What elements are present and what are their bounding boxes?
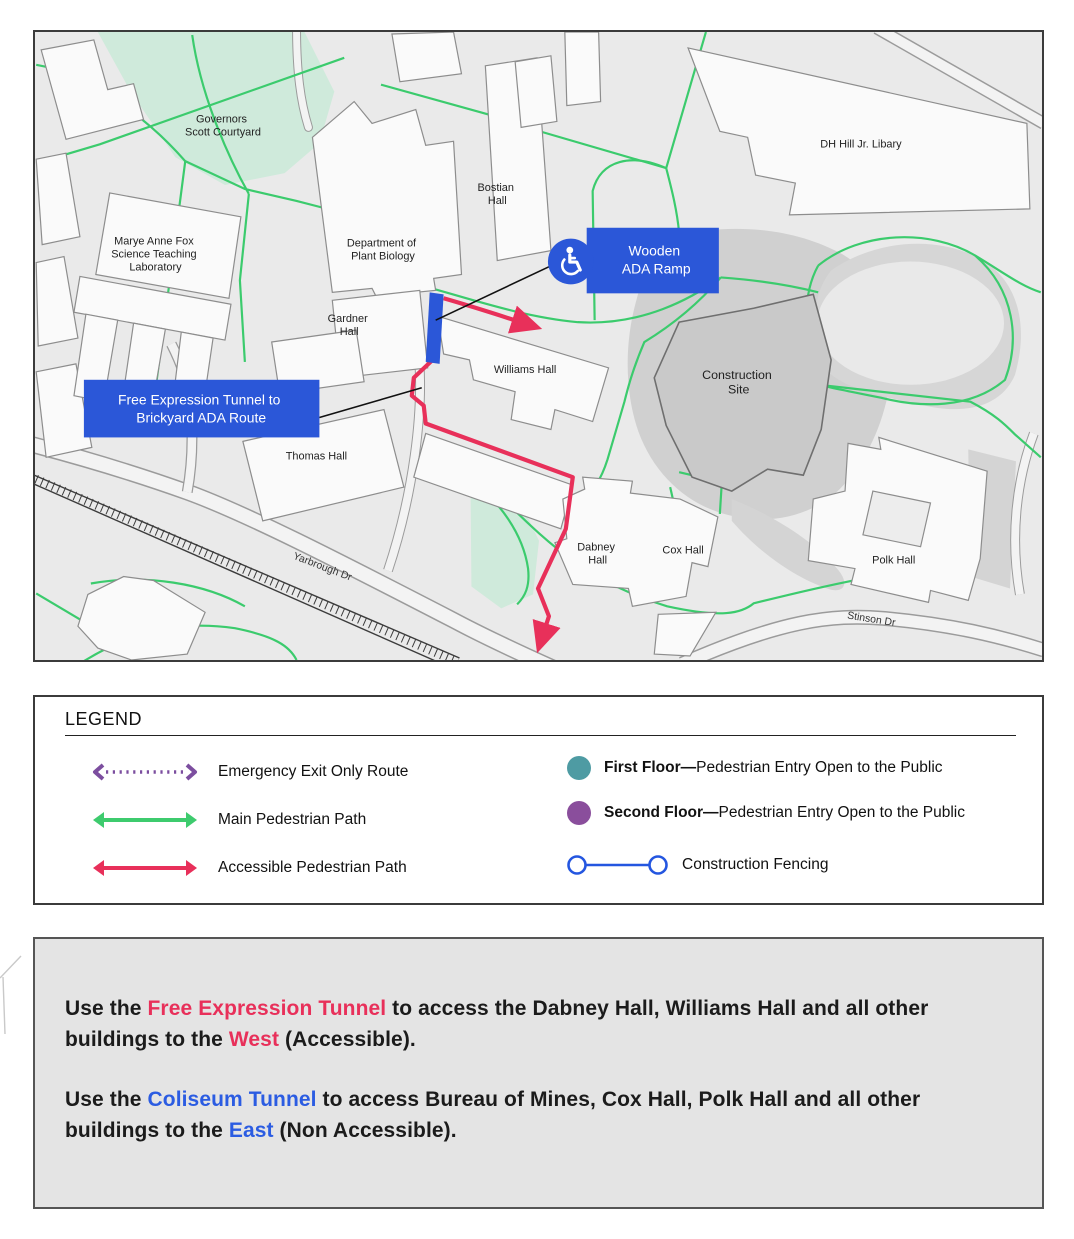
main-path-icon (90, 809, 200, 831)
emergency-route-icon (90, 761, 200, 783)
legend-row-emergency (90, 759, 408, 785)
campus-map-svg (35, 32, 1042, 660)
svg-text:Wooden ADA Ramp (622, 243, 691, 277)
legend-row-construction-fencing (566, 852, 828, 878)
p2-text2: to access Bureau of Mines, Cox Hall, Polk Hall and all other buildings to the (65, 1088, 921, 1142)
svg-text:Free Expression Tunnel to (118, 392, 284, 426)
second-floor-dot (566, 800, 594, 826)
p1-text3: (Accessible). (279, 1028, 416, 1051)
first-floor-dot (566, 755, 594, 781)
p2-east: East (228, 1119, 274, 1142)
label-dhhill: DH Hill Jr. Libary (820, 138, 902, 151)
p2-text3: (Non Accessible). (273, 1119, 457, 1142)
accessible-path-icon (90, 857, 200, 879)
instructions-panel (33, 937, 1044, 1209)
p1-text2: to access the Dabney Hall, Williams Hall and all other buildings to the (65, 997, 929, 1051)
legend-label-emergency: Emergency Exit Only Route (218, 763, 409, 780)
legend-panel (33, 695, 1044, 905)
p1-west: West (228, 1028, 280, 1051)
label-dabney: Dabney Hall (577, 541, 615, 567)
instruction-paragraph-2 (65, 1084, 1010, 1146)
label-polk: Polk Hall (872, 554, 916, 567)
map-edge-artifact (0, 948, 32, 1048)
legend-row-first-floor (566, 755, 943, 781)
ramp-callout-line2: ADA Ramp (621, 260, 691, 277)
legend-second-floor-bold: Second Floor— (604, 804, 719, 821)
legend-row-second-floor (566, 800, 965, 826)
legend-first-floor-bold: First Floor— (604, 759, 697, 776)
legend-divider (65, 735, 1016, 736)
label-bostian: Bostian Hall (477, 181, 514, 207)
label-cox: Cox Hall (662, 544, 704, 557)
label-construction-site: Construction Site (702, 367, 772, 397)
legend-row-accessible-path (90, 855, 407, 881)
p2-text: Use the (65, 1088, 148, 1111)
legend-second-floor-label: Pedestrian Entry Open to the Public (718, 804, 965, 821)
p1-free-expression-tunnel: Free Expression Tunnel (147, 997, 387, 1020)
p2-coliseum-tunnel: Coliseum Tunnel (147, 1088, 317, 1111)
ramp-callout-line1: Wooden (628, 242, 681, 259)
label-plant-biology: Department of Plant Biology (346, 237, 417, 263)
legend-label-main-path: Main Pedestrian Path (218, 811, 367, 828)
legend-title: LEGEND (65, 709, 143, 729)
p1-text: Use the (65, 997, 148, 1020)
plaza-lawn (817, 262, 1004, 385)
legend-first-floor-label: Pedestrian Entry Open to the Public (696, 759, 943, 776)
callout-free-expression-tunnel (84, 380, 320, 438)
tunnel-callout-line2: Brickyard ADA Route (136, 409, 267, 426)
legend-row-main-path (90, 807, 366, 833)
label-gardner: Gardner Hall (327, 313, 368, 339)
label-thomas: Thomas Hall (285, 450, 348, 463)
campus-map-panel (33, 30, 1044, 662)
label-yarbrough-dr: Yarbrough Dr (291, 551, 354, 584)
label-mfox: Marye Anne Fox Science Teaching Laboratory (111, 235, 197, 274)
label-stinson-dr: Stinson Dr (846, 610, 897, 630)
legend-label-fencing: Construction Fencing (682, 856, 829, 873)
label-governors: Governors Scott Courtyard (185, 113, 261, 139)
label-williams: Williams Hall (493, 363, 557, 376)
instruction-paragraph-1 (65, 993, 1010, 1055)
legend-label-accessible-path: Accessible Pedestrian Path (218, 859, 407, 876)
tunnel-callout-line1: Free Expression Tunnel to (118, 391, 281, 408)
construction-fencing-icon (566, 853, 670, 877)
